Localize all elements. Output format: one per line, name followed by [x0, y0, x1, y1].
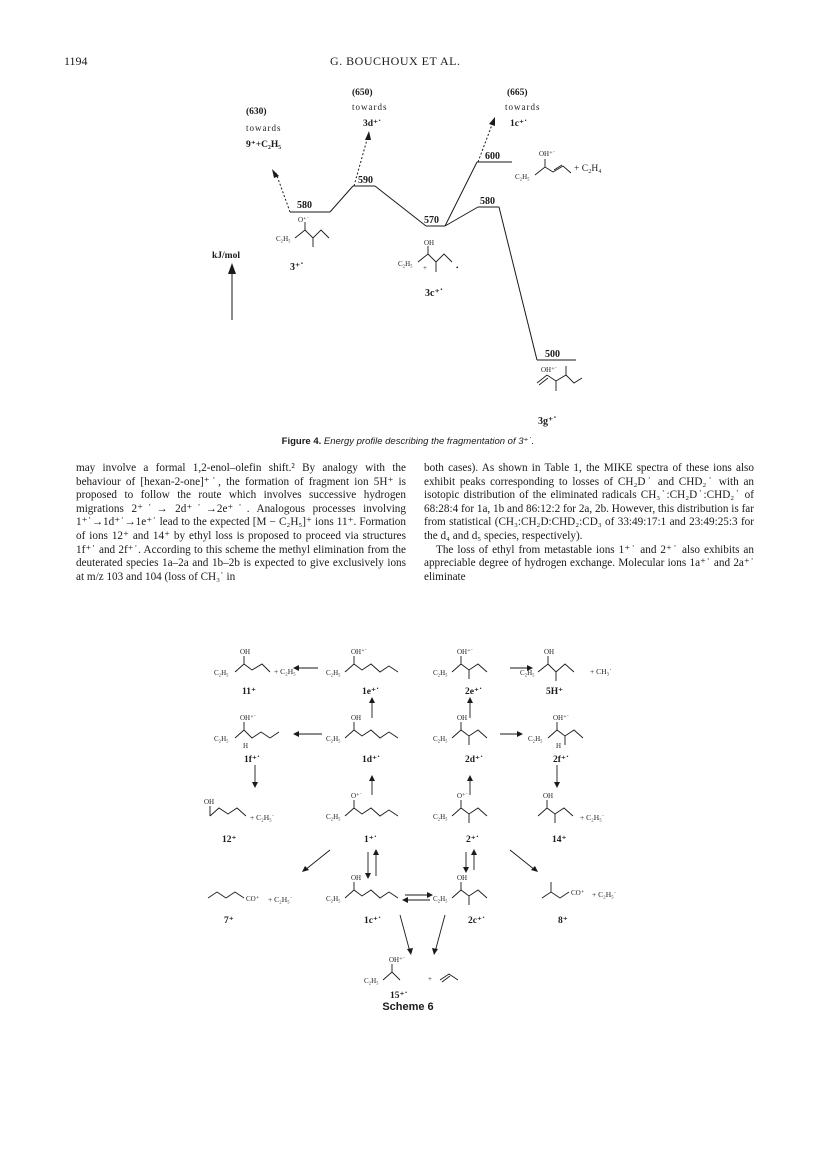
species-label: 1c⁺˙	[364, 916, 382, 926]
structure-2	[452, 800, 487, 823]
plus-product: + C₂H₅˙	[250, 813, 275, 822]
body-column-left	[76, 462, 406, 584]
species-label: 14⁺	[552, 835, 567, 845]
svg-text:C₂H₅: C₂H₅	[433, 669, 448, 677]
svg-text:OH⁺˙: OH⁺˙	[351, 648, 368, 656]
structure-1	[345, 800, 398, 816]
svg-text:OH⁺˙: OH⁺˙	[553, 714, 570, 722]
svg-text:CO⁺: CO⁺	[571, 889, 585, 897]
level-energy: 570	[424, 215, 439, 226]
species-label: 3g⁺˙	[538, 416, 557, 427]
structure-1d	[345, 722, 398, 738]
species-label: 1f⁺˙	[244, 755, 261, 765]
scheme-arrowheads	[252, 665, 560, 955]
svg-text:O⁺˙: O⁺˙	[351, 792, 363, 800]
svg-text:OH: OH	[204, 798, 215, 806]
level-energy: 590	[358, 175, 373, 186]
channel-energy: (650)	[352, 88, 373, 98]
svg-text:C₂H₅: C₂H₅	[528, 735, 543, 743]
svg-text:OH: OH	[544, 648, 555, 656]
svg-text:+: +	[428, 975, 432, 983]
species-label: 2f⁺˙	[553, 755, 570, 765]
channel-energy: (665)	[507, 88, 528, 98]
svg-text:O⁺˙: O⁺˙	[298, 216, 310, 224]
channel-word: towards	[505, 102, 541, 112]
svg-text:C₂H₅: C₂H₅	[326, 669, 341, 677]
paragraph: The loss of ethyl from metastable ions 1⁺˙ and 2⁺˙ also exhibits an appreciable degree of hydrogen exchange. Molecular ions 1a⁺˙ and 2a⁺˙ eliminate	[424, 543, 754, 583]
svg-text:H: H	[556, 742, 562, 750]
species-label: 2d⁺˙	[465, 755, 484, 765]
svg-text:OH⁺˙: OH⁺˙	[240, 714, 257, 722]
plus-product: + C₂H₅˙	[268, 895, 293, 904]
structure-1c-side	[515, 150, 571, 181]
axis-arrowhead	[228, 263, 236, 274]
svg-text:OH⁺˙: OH⁺˙	[539, 150, 556, 158]
structure-2d	[452, 722, 487, 745]
species-label: 8⁺	[558, 916, 568, 926]
arrowhead-630	[272, 169, 279, 178]
channel-product: 9⁺+C₂H₅	[246, 140, 282, 150]
level-energy: 580	[297, 200, 312, 211]
scheme-arrows	[255, 668, 557, 952]
svg-text:C₂H₅: C₂H₅	[326, 895, 341, 903]
side-product: + C₂H₄	[574, 164, 602, 174]
arrowhead-665	[489, 117, 495, 126]
reaction-scheme	[0, 630, 816, 1005]
species-label: 7⁺	[224, 916, 234, 926]
species-label: 11⁺	[242, 687, 256, 697]
svg-text:OH: OH	[424, 239, 435, 247]
species-label: 15⁺˙	[390, 991, 408, 1001]
svg-text:OH⁺˙: OH⁺˙	[541, 366, 558, 374]
plus-product: + C₂H₅˙	[274, 667, 299, 676]
structure-12	[210, 806, 246, 816]
body-column-right	[424, 462, 754, 584]
svg-text:+: +	[423, 264, 427, 272]
channel-word: towards	[352, 102, 388, 112]
level-energy: 580	[480, 196, 495, 207]
species-label: 2⁺˙	[466, 835, 479, 845]
species-label: 3c⁺˙	[425, 288, 444, 299]
species-label: 1e⁺˙	[362, 687, 380, 697]
level-energy: 500	[545, 349, 560, 360]
species-label: 1⁺˙	[364, 835, 377, 845]
channel-energy: (630)	[246, 107, 267, 117]
structure-2e	[452, 656, 487, 679]
profile-connectors	[330, 162, 537, 360]
svg-text:O⁺˙: O⁺˙	[457, 792, 469, 800]
plus-product: + C₂H₅˙	[592, 890, 617, 899]
structure-11	[235, 656, 270, 672]
svg-text:C₂H₅: C₂H₅	[433, 895, 448, 903]
scheme-label: Scheme 6	[382, 1001, 434, 1013]
plus-product: + C₂H₅˙	[580, 813, 605, 822]
structure-1e	[345, 656, 398, 672]
svg-text:C₂H₅: C₂H₅	[433, 813, 448, 821]
structure-1c	[345, 882, 398, 898]
svg-text:OH: OH	[351, 714, 362, 722]
species-label: 3⁺˙	[290, 262, 304, 273]
svg-text:CO⁺: CO⁺	[246, 895, 260, 903]
svg-text:C₂H₅: C₂H₅	[214, 735, 229, 743]
paragraph: may involve a formal 1,2-enol–olefin shift.² By analogy with the behaviour of [hexan-2-one]⁺˙, the formation of fragment ion 5H⁺ is proposed to follow the route which involves successive hydrogen migrations 2⁺˙→ 2d⁺˙→2e⁺˙. Analogous processes involving 1⁺˙→1d⁺˙→1e⁺˙ lead to the expected [M − C₂H₅]⁺ ions 11⁺. Formation of ions 12⁺ and 14⁺ by ethyl loss is proposed to proceed via structures 1f⁺˙ and 2f⁺˙. According to this scheme the methyl elimination from the deuterated species 1a–2a and 1b–2b is expected to give exclusively ions at m/z 103 and 104 (loss of CH₃˙ in	[76, 462, 406, 583]
structure-7	[208, 892, 244, 898]
svg-text:C₂H₅: C₂H₅	[214, 669, 229, 677]
running-head: G. BOUCHOUX ET AL.	[330, 54, 461, 68]
svg-text:OH: OH	[543, 792, 554, 800]
arrowhead-650	[365, 131, 371, 140]
species-label: 2e⁺˙	[465, 687, 483, 697]
energy-profile-diagram	[0, 0, 816, 440]
svg-text:C₂H₅: C₂H₅	[520, 669, 535, 677]
svg-text:C₂H₅: C₂H₅	[515, 173, 530, 181]
page-number: 1194	[64, 54, 88, 68]
svg-text:OH⁺˙: OH⁺˙	[457, 648, 474, 656]
structure-propene	[440, 974, 458, 982]
svg-text:C₂H₅: C₂H₅	[326, 813, 341, 821]
svg-text:OH⁺˙: OH⁺˙	[389, 956, 406, 964]
species-label: 5H⁺	[546, 687, 564, 697]
structure-8	[542, 882, 569, 898]
channel-product: 1c⁺˙	[510, 119, 528, 129]
svg-text:C₂H₅: C₂H₅	[276, 235, 291, 243]
structure-3c	[398, 239, 459, 272]
svg-text:C₂H₅: C₂H₅	[364, 977, 379, 985]
y-axis-label: kJ/mol	[212, 251, 240, 261]
svg-text:OH: OH	[351, 874, 362, 882]
svg-text:H: H	[243, 742, 249, 750]
svg-text:OH: OH	[457, 874, 468, 882]
structure-14	[538, 800, 573, 823]
plus-product: + CH₃˙	[590, 667, 612, 676]
structure-15	[383, 964, 400, 980]
svg-text:OH: OH	[457, 714, 468, 722]
species-label: 2c⁺˙	[468, 916, 486, 926]
structure-3	[276, 216, 329, 247]
svg-text:C₂H₅: C₂H₅	[326, 735, 341, 743]
svg-text:C₂H₅: C₂H₅	[398, 260, 413, 268]
structure-2f	[548, 722, 583, 745]
paragraph: both cases). As shown in Table 1, the MIKE spectra of these ions also exhibit peaks corresponding to losses of CH₂D˙ and CHD₂˙ with an isotopic distribution of the eliminated radicals CH₃˙:CH₂D˙:CHD₂˙ of 68:28:4 for 1a, 1b and 86:12:2 for 2a, 2b. However, this distribution is far from statistical (CH₃:CH₂D:CHD₂:CD₃ of 33:49:17:1 and 23:49:25:3 for the d₄ and d₅ species, respectively).	[424, 462, 754, 542]
figure-caption: Figure 4. Energy profile describing the fragmentation of 3⁺˙.	[281, 436, 535, 447]
channel-word: towards	[246, 123, 282, 133]
channel-product: 3d⁺˙	[363, 119, 382, 129]
structure-2c	[452, 882, 487, 905]
species-label: 12⁺	[222, 835, 237, 845]
level-energy: 600	[485, 151, 500, 162]
svg-text:•: •	[456, 264, 459, 272]
svg-text:C₂H₅: C₂H₅	[433, 735, 448, 743]
structure-5H	[538, 656, 574, 681]
dashed-path-630	[276, 173, 290, 212]
species-label: 1d⁺˙	[362, 755, 381, 765]
svg-text:OH: OH	[240, 648, 251, 656]
structure-3g	[537, 366, 582, 391]
structure-1f	[235, 722, 279, 738]
